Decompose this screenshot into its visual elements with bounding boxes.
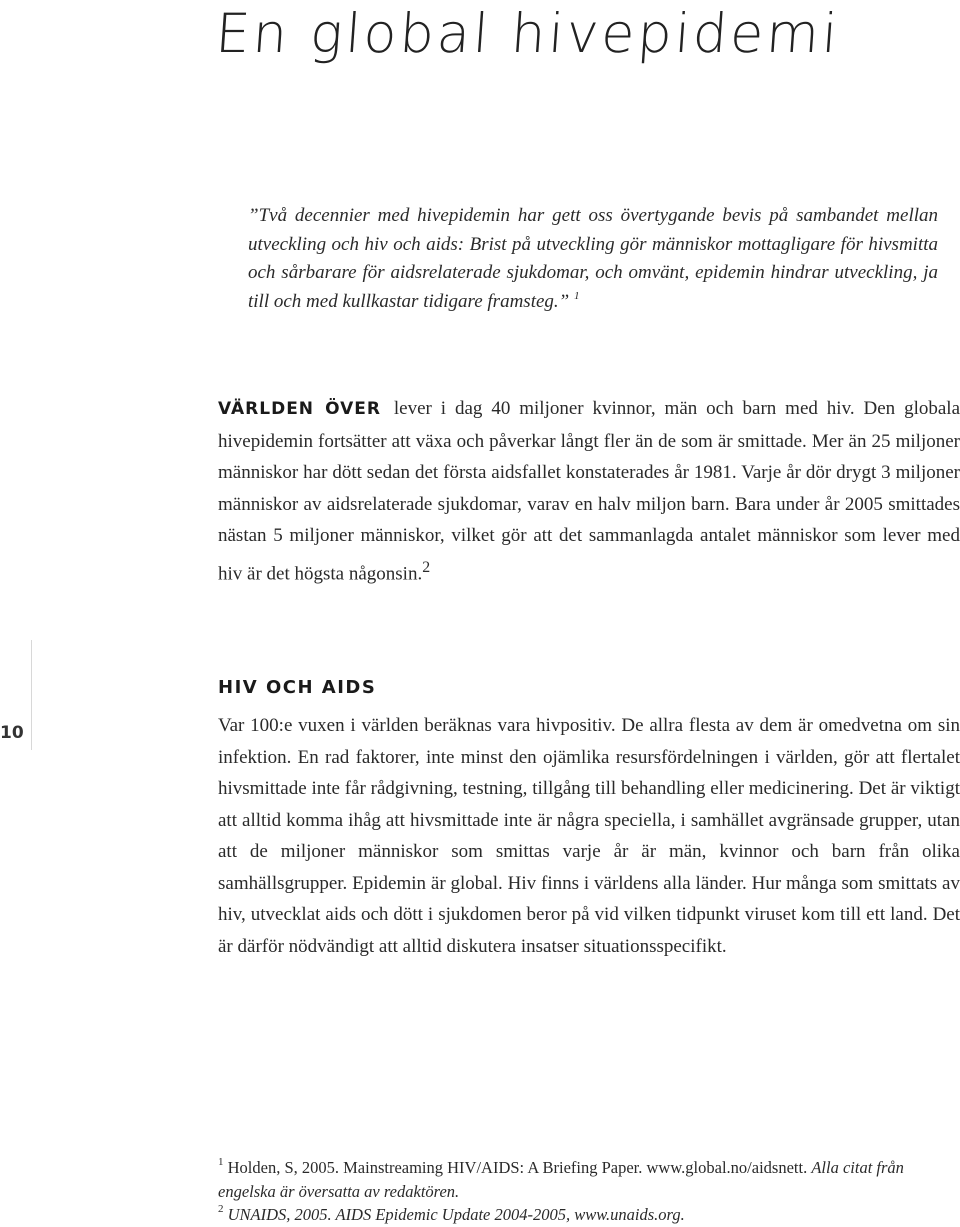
intro-footnote-ref[interactable]: 2 (422, 558, 431, 576)
footnote-1 (218, 1156, 960, 1203)
footnote-2 (218, 1203, 960, 1227)
footnotes (218, 1156, 960, 1227)
intro-lead: VÄRLDEN ÖVER (218, 399, 381, 419)
section-paragraph: Var 100:e vuxen i världen beräknas vara hivpositiv. De allra flesta av dem är omedvetna om sin infektion. En rad faktorer, inte minst den ojämlika resursfördelningen i världen, gör att flertalet hivsmittade inte får rådgivning, testning, tillgång till behandling eller medicinering. Det är viktigt att alltid komma ihåg att hivsmittade inte är några speciella, i samhället avgränsade grupper, utan att de miljoner människor som smittas varje år är män, kvinnor och barn från olika samhällsgrupper. Epidemin är global. Hiv finns i världens alla länder. Hur många som smittats av hiv, utvecklat aids och dött i sjukdomen beror på vid vilken tidpunkt viruset kom till ett land. Det är därför nödvändigt att alltid diskutera insatser situationsspecifikt. (218, 715, 960, 957)
footnote-mark: 2 (218, 1203, 224, 1215)
footnote-text: UNAIDS, 2005. AIDS Epidemic Update 2004-2005, www.unaids.org. (227, 1205, 685, 1224)
page-number: 10 (0, 723, 24, 743)
footnote-mark: 1 (218, 1156, 224, 1168)
epigraph-quote (248, 202, 938, 316)
intro-text: lever i dag 40 miljoner kvinnor, män och barn med hiv. Den globala hivepidemin fortsätter att växa och påverkar långt fler än de som är smittade. Mer än 25 miljoner människor har dött sedan det första aidsfallet konstaterades år 1981. Varje år dör drygt 3 miljoner människor av aidsrelaterade sjukdomar, varav en halv miljon barn. Bara under år 2005 smittades nästan 5 miljoner människor, vilket gör att det sammanlagda antalet människor som lever med hiv är det högsta någonsin. (218, 398, 960, 584)
quote-text: ”Två decennier med hivepidemin har gett oss övertygande bevis på sambandet mellan utveckling och hiv och aids: Brist på utveckling gör människor mottagligare för hivsmitta och sårbarare för aidsrelaterade sjukdomar, och omvänt, epidemin hindrar utveckling, ja till och med kullkastar tidigare framsteg.” (248, 205, 938, 312)
section-heading: HIV OCH AIDS (218, 677, 377, 698)
intro-paragraph (218, 393, 960, 589)
margin-rule (31, 640, 32, 750)
footnote-note: Alla citat från engelska är översatta av redaktören. (218, 1158, 904, 1201)
footnote-text: Holden, S, 2005. Mainstreaming HIV/AIDS: A Briefing Paper. www.global.no/aidsnett. (227, 1158, 808, 1177)
page-title: En global hivepidemi (213, 2, 843, 65)
quote-footnote-ref[interactable]: 1 (573, 289, 580, 302)
